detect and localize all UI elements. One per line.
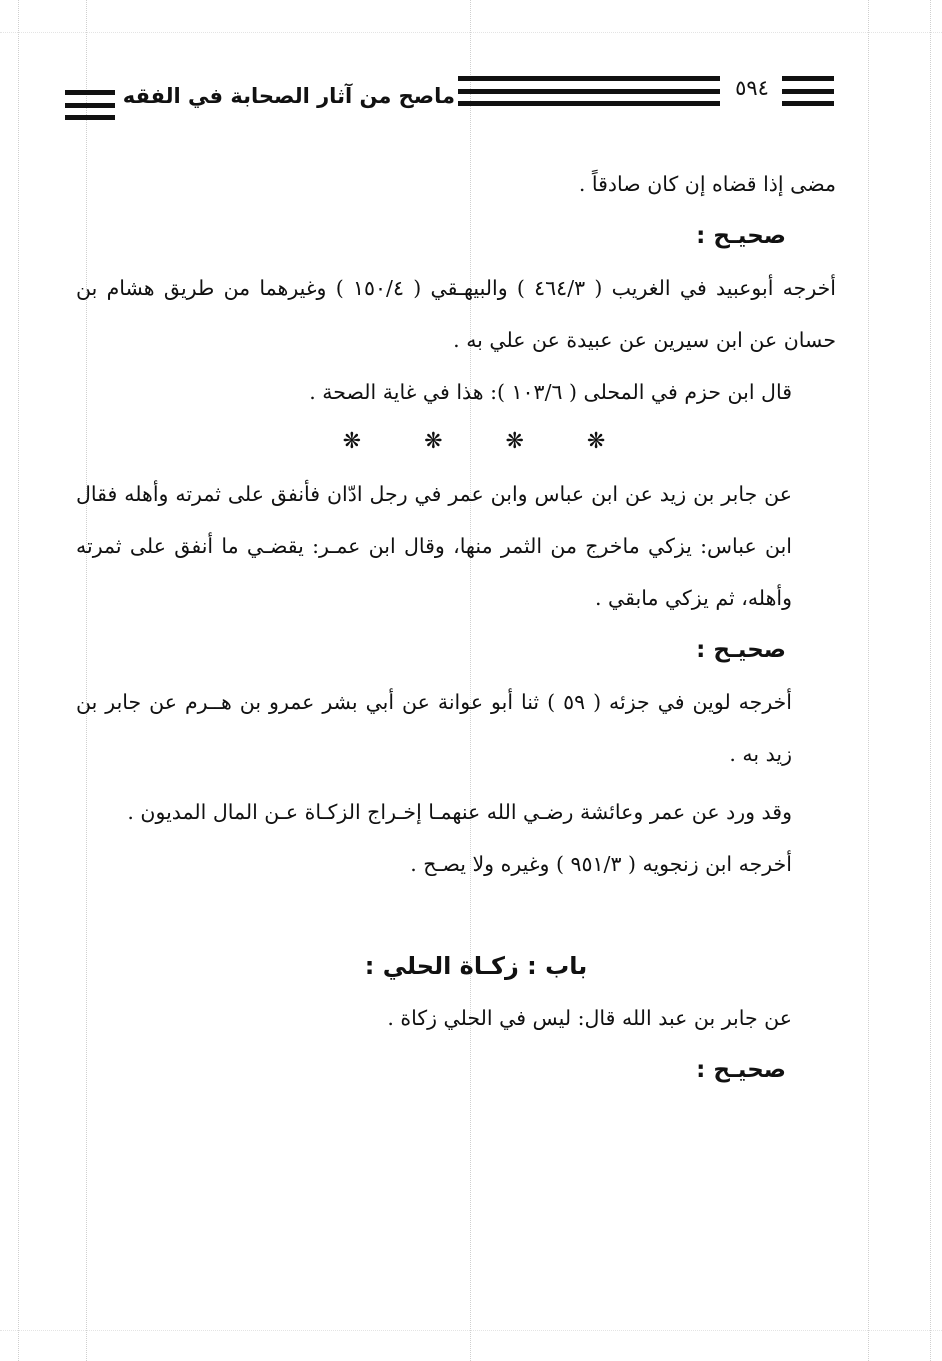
page-body (76, 158, 836, 1096)
running-header (60, 68, 836, 116)
header-rule-middle (458, 76, 720, 106)
paragraph: أخرجه لوين في جزئه ( ٥٩ ) ثنا أبو عوانة عن أبي بشر عمرو بن هــرم عن جابر بن زيد به . (76, 690, 793, 766)
scan-guide-line (0, 32, 942, 33)
paragraph: أخرجه ابن زنجويه ( ٩٥١/٣ ) وغيره ولا يصـح . (410, 852, 792, 876)
book-title: ماصح من آثار الصحابة في الفقه (122, 84, 455, 108)
grading-heading: صحيـح : (696, 637, 786, 663)
grading-heading: صحيـح : (696, 1057, 786, 1083)
paragraph: قال ابن حزم في المحلى ( ١٠٣/٦ ): هذا في غاية الصحة . (309, 380, 792, 404)
chapter-title: باب : زكـاة الحلي : (364, 952, 588, 980)
scan-guide-line (18, 0, 19, 1361)
scan-guide-line (930, 0, 931, 1361)
paragraph: عن جابر بن زيد عن ابن عباس وابن عمر في رجل ادّان فأنفق على ثمرته وأهله فقال ابن عباس: يزكي ماخرج من الثمر منها، وقال ابن عمـر: يقضـي ما أنفق على ثمرته وأهله، ثم يزكي مابقي . (76, 482, 792, 610)
spacer (76, 890, 836, 940)
paragraph: مضى إذا قضاه إن كان صادقاً . (578, 172, 836, 196)
scan-guide-line (868, 0, 869, 1361)
section-divider-stars: ❋ ❋ ❋ ❋ (342, 429, 606, 454)
paragraph: وقد ورد عن عمر وعائشة رضـي الله عنهمـا إخـراج الزكـاة عـن المال المديون . (127, 800, 792, 824)
header-rule-left (65, 90, 115, 120)
header-rule-right (782, 76, 834, 106)
page-number: ٥٩٤ (735, 76, 769, 100)
paragraph: عن جابر بن عبد الله قال: ليس في الحلي زكاة . (387, 1006, 792, 1030)
grading-heading: صحيـح : (696, 223, 786, 249)
paragraph: أخرجه أبوعبيد في الغريب ( ٤٦٤/٣ ) والبيهـقي ( ١٥٠/٤ ) وغيرهما من طريق هشام بن حسان عن ابن سيرين عن عبيدة عن علي به . (76, 276, 837, 352)
scan-guide-line (0, 1330, 942, 1331)
